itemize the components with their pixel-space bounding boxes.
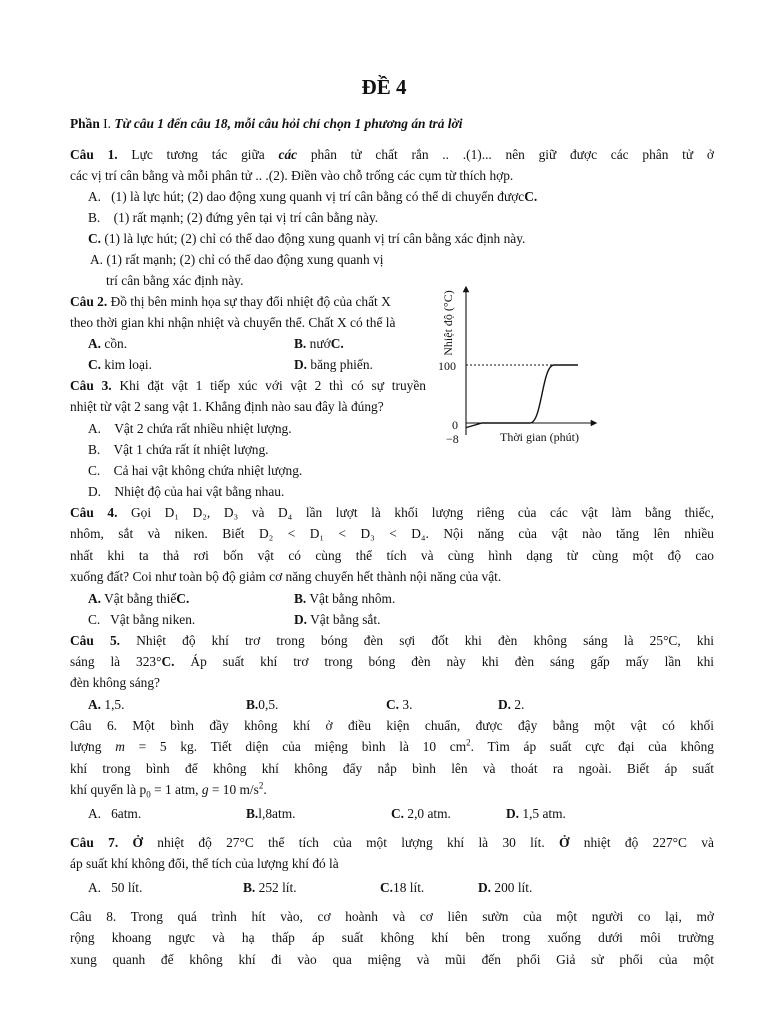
q1-option-a: A. (1) là lực hút; (2) dao động xung quanh vị trí cân bằng có thể di chuyển đượcC. bbox=[88, 189, 538, 204]
y-axis-label: Nhiệt độ (°C) bbox=[441, 290, 455, 356]
q2-stem-line1: Câu 2. Đồ thị bên minh họa sự thay đổi nhiệt độ của chất X bbox=[70, 294, 391, 309]
q5-option-d: D. 2. bbox=[498, 697, 525, 712]
temperature-time-chart bbox=[428, 283, 598, 447]
q1-option-c: C. (1) là lực hút; (2) chỉ có thể dao động xung quanh vị trí cân bằng xác định này. bbox=[88, 231, 526, 246]
q6-option-a: A. 6atm. bbox=[88, 806, 142, 821]
q8-stem-line1: Câu 8. Trong quá trình hít vào, cơ hoành và cơ liên sườn của một người co lại, mở bbox=[70, 909, 714, 924]
q7-stem-line2: áp suất khí không đổi, thể tích của lượng khí đó là bbox=[70, 856, 339, 871]
q5-option-b: B.0,5. bbox=[246, 697, 279, 712]
q6-option-d: D. 1,5 atm. bbox=[506, 806, 566, 821]
q3-option-b: B. Vật 1 chứa rất ít nhiệt lượng. bbox=[88, 442, 269, 457]
q3-option-d: D. Nhiệt độ của hai vật bằng nhau. bbox=[88, 484, 285, 499]
q1-label: Câu 1. bbox=[70, 147, 118, 162]
q8-label: Câu 8. bbox=[70, 909, 117, 924]
q7-stem-line1: Câu 7. Ở nhiệt độ 27°C thể tích của một lượng khí là 30 lít. Ở nhiệt độ 227°C và bbox=[70, 835, 714, 850]
q4-option-c: C. Vật bằng niken. bbox=[88, 612, 196, 627]
q4-option-d: D. Vật bằng sắt. bbox=[294, 612, 381, 627]
q5-option-a: A. 1,5. bbox=[88, 697, 125, 712]
q2-option-a: A. cồn. bbox=[88, 336, 128, 351]
q3-option-a: A. Vật 2 chứa rất nhiều nhiệt lượng. bbox=[88, 421, 292, 436]
q2-option-c: C. kim loại. bbox=[88, 357, 152, 372]
q6-stem-line3: khí trong bình để không khí không đẩy nắp bình lên và thoát ra ngoài. Biết áp suất bbox=[70, 761, 714, 776]
y-tick-minus-8: −8 bbox=[446, 432, 459, 446]
temperature-curve bbox=[466, 365, 578, 428]
q1-stem-line2: các vị trí cân bằng và mỗi phân tử .. .(2). Điền vào chỗ trống các cụm từ thích hợp. bbox=[70, 168, 514, 183]
q5-stem-line2: sáng là 323°C. Áp suất khí trơ trong bóng đèn này khi đèn sáng gấp mấy lần khi bbox=[70, 654, 714, 669]
q3-stem-line2: nhiệt từ vật 2 sang vật 1. Khẳng định nào sau đây là đúng? bbox=[70, 399, 384, 414]
q4-stem-line2: nhôm, sắt và niken. Biết D₂ < D₁ < D₃ < D₄. Nội năng của vật nào tăng lên nhiều bbox=[70, 526, 714, 541]
q5-stem-line3: đèn không sáng? bbox=[70, 675, 160, 690]
exam-title: ĐỀ 4 bbox=[361, 75, 407, 99]
q2-label: Câu 2. bbox=[70, 294, 108, 309]
q2-option-b: B. nướC. bbox=[294, 336, 344, 351]
q4-stem-line4: xuống đất? Coi như toàn bộ độ giảm cơ năng chuyển hết thành nội năng của vật. bbox=[70, 569, 502, 584]
q4-option-b: B. Vật bằng nhôm. bbox=[294, 591, 396, 606]
q7-option-d: D. 200 lít. bbox=[478, 880, 533, 895]
y-tick-0: 0 bbox=[452, 418, 458, 432]
q2-option-d: D. băng phiến. bbox=[294, 357, 373, 372]
q3-label: Câu 3. bbox=[70, 378, 112, 393]
q4-stem-line3: nhất khi ta thả rơi bốn vật có cùng thể tích và cùng hình dạng từ cùng một độ cao bbox=[70, 548, 714, 563]
x-axis-label: Thời gian (phút) bbox=[500, 430, 579, 444]
q6-stem-line1: Câu 6. Một bình đầy không khí ở điều kiện chuẩn, được đậy bằng một vật có khối bbox=[70, 718, 714, 733]
q7-option-c: C.18 lít. bbox=[380, 880, 425, 895]
q7-option-b: B. 252 lít. bbox=[243, 880, 297, 895]
q1-option-d-cont: trí cân bằng xác định này. bbox=[106, 273, 244, 288]
q4-label: Câu 4. bbox=[70, 505, 118, 520]
q4-stem-line1: Câu 4. Gọi D₁ D₂, D₃ và D₄ lần lượt là khối lượng riêng của các vật làm bằng thiếc, bbox=[70, 505, 714, 520]
q1-option-d: A. (1) rất mạnh; (2) chỉ có thể dao động xung quanh vị bbox=[90, 252, 384, 267]
q6-option-b: B.l,8atm. bbox=[246, 806, 296, 821]
q8-stem-line2: rộng khoang ngực và hạ thấp áp suất không khí bên trong xuống dưới môi trường bbox=[70, 930, 714, 945]
q6-stem-line2: lượng m = 5 kg. Tiết diện của miệng bình là 10 $cm^2$. Tìm áp suất cực đại của không bbox=[70, 737, 714, 754]
y-tick-100: 100 bbox=[438, 359, 456, 373]
q2-stem-line2: theo thời gian khi nhận nhiệt và chuyển thể. Chất X có thể là bbox=[70, 315, 396, 330]
q8-stem-line3: xung quanh để không khí đi vào qua miệng và mũi đến phổi Giả sử phổi của một bbox=[70, 952, 714, 967]
q4-option-a: A. Vật bằng thiếC. bbox=[88, 591, 190, 606]
q7-label: Câu 7. bbox=[70, 835, 119, 850]
q3-option-c: C. Cả hai vật không chứa nhiệt lượng. bbox=[88, 463, 303, 478]
q6-option-c: C. 2,0 atm. bbox=[391, 806, 451, 821]
q7-option-a: A. 50 lít. bbox=[88, 880, 143, 895]
q5-option-c: C. 3. bbox=[386, 697, 413, 712]
q6-stem-line4: khí quyển là $p_0 = 1$ atm, g = 10 $m/s^2$. bbox=[70, 780, 267, 800]
q6-label: Câu 6. bbox=[70, 718, 118, 733]
q1-option-b: B. (1) rất mạnh; (2) đứng yên tại vị trí cân bằng này. bbox=[88, 210, 379, 225]
q5-stem-line1: Câu 5. Nhiệt độ khí trơ trong bóng đèn sợi đốt khi đèn không sáng là 25°C, khi bbox=[70, 633, 714, 648]
section-heading: Phần I. Từ câu 1 đến câu 18, mỗi câu hỏi chỉ chọn 1 phương án trả lời bbox=[70, 116, 463, 131]
q3-stem-line1: Câu 3. Khi đặt vật 1 tiếp xúc với vật 2 thì có sự truyền bbox=[70, 378, 426, 393]
q5-label: Câu 5. bbox=[70, 633, 121, 648]
q1-stem-line1: Câu 1. Lực tương tác giữa các phân tử chất rắn .. .(1)... nên giữ được các phân tử ở bbox=[70, 147, 714, 162]
